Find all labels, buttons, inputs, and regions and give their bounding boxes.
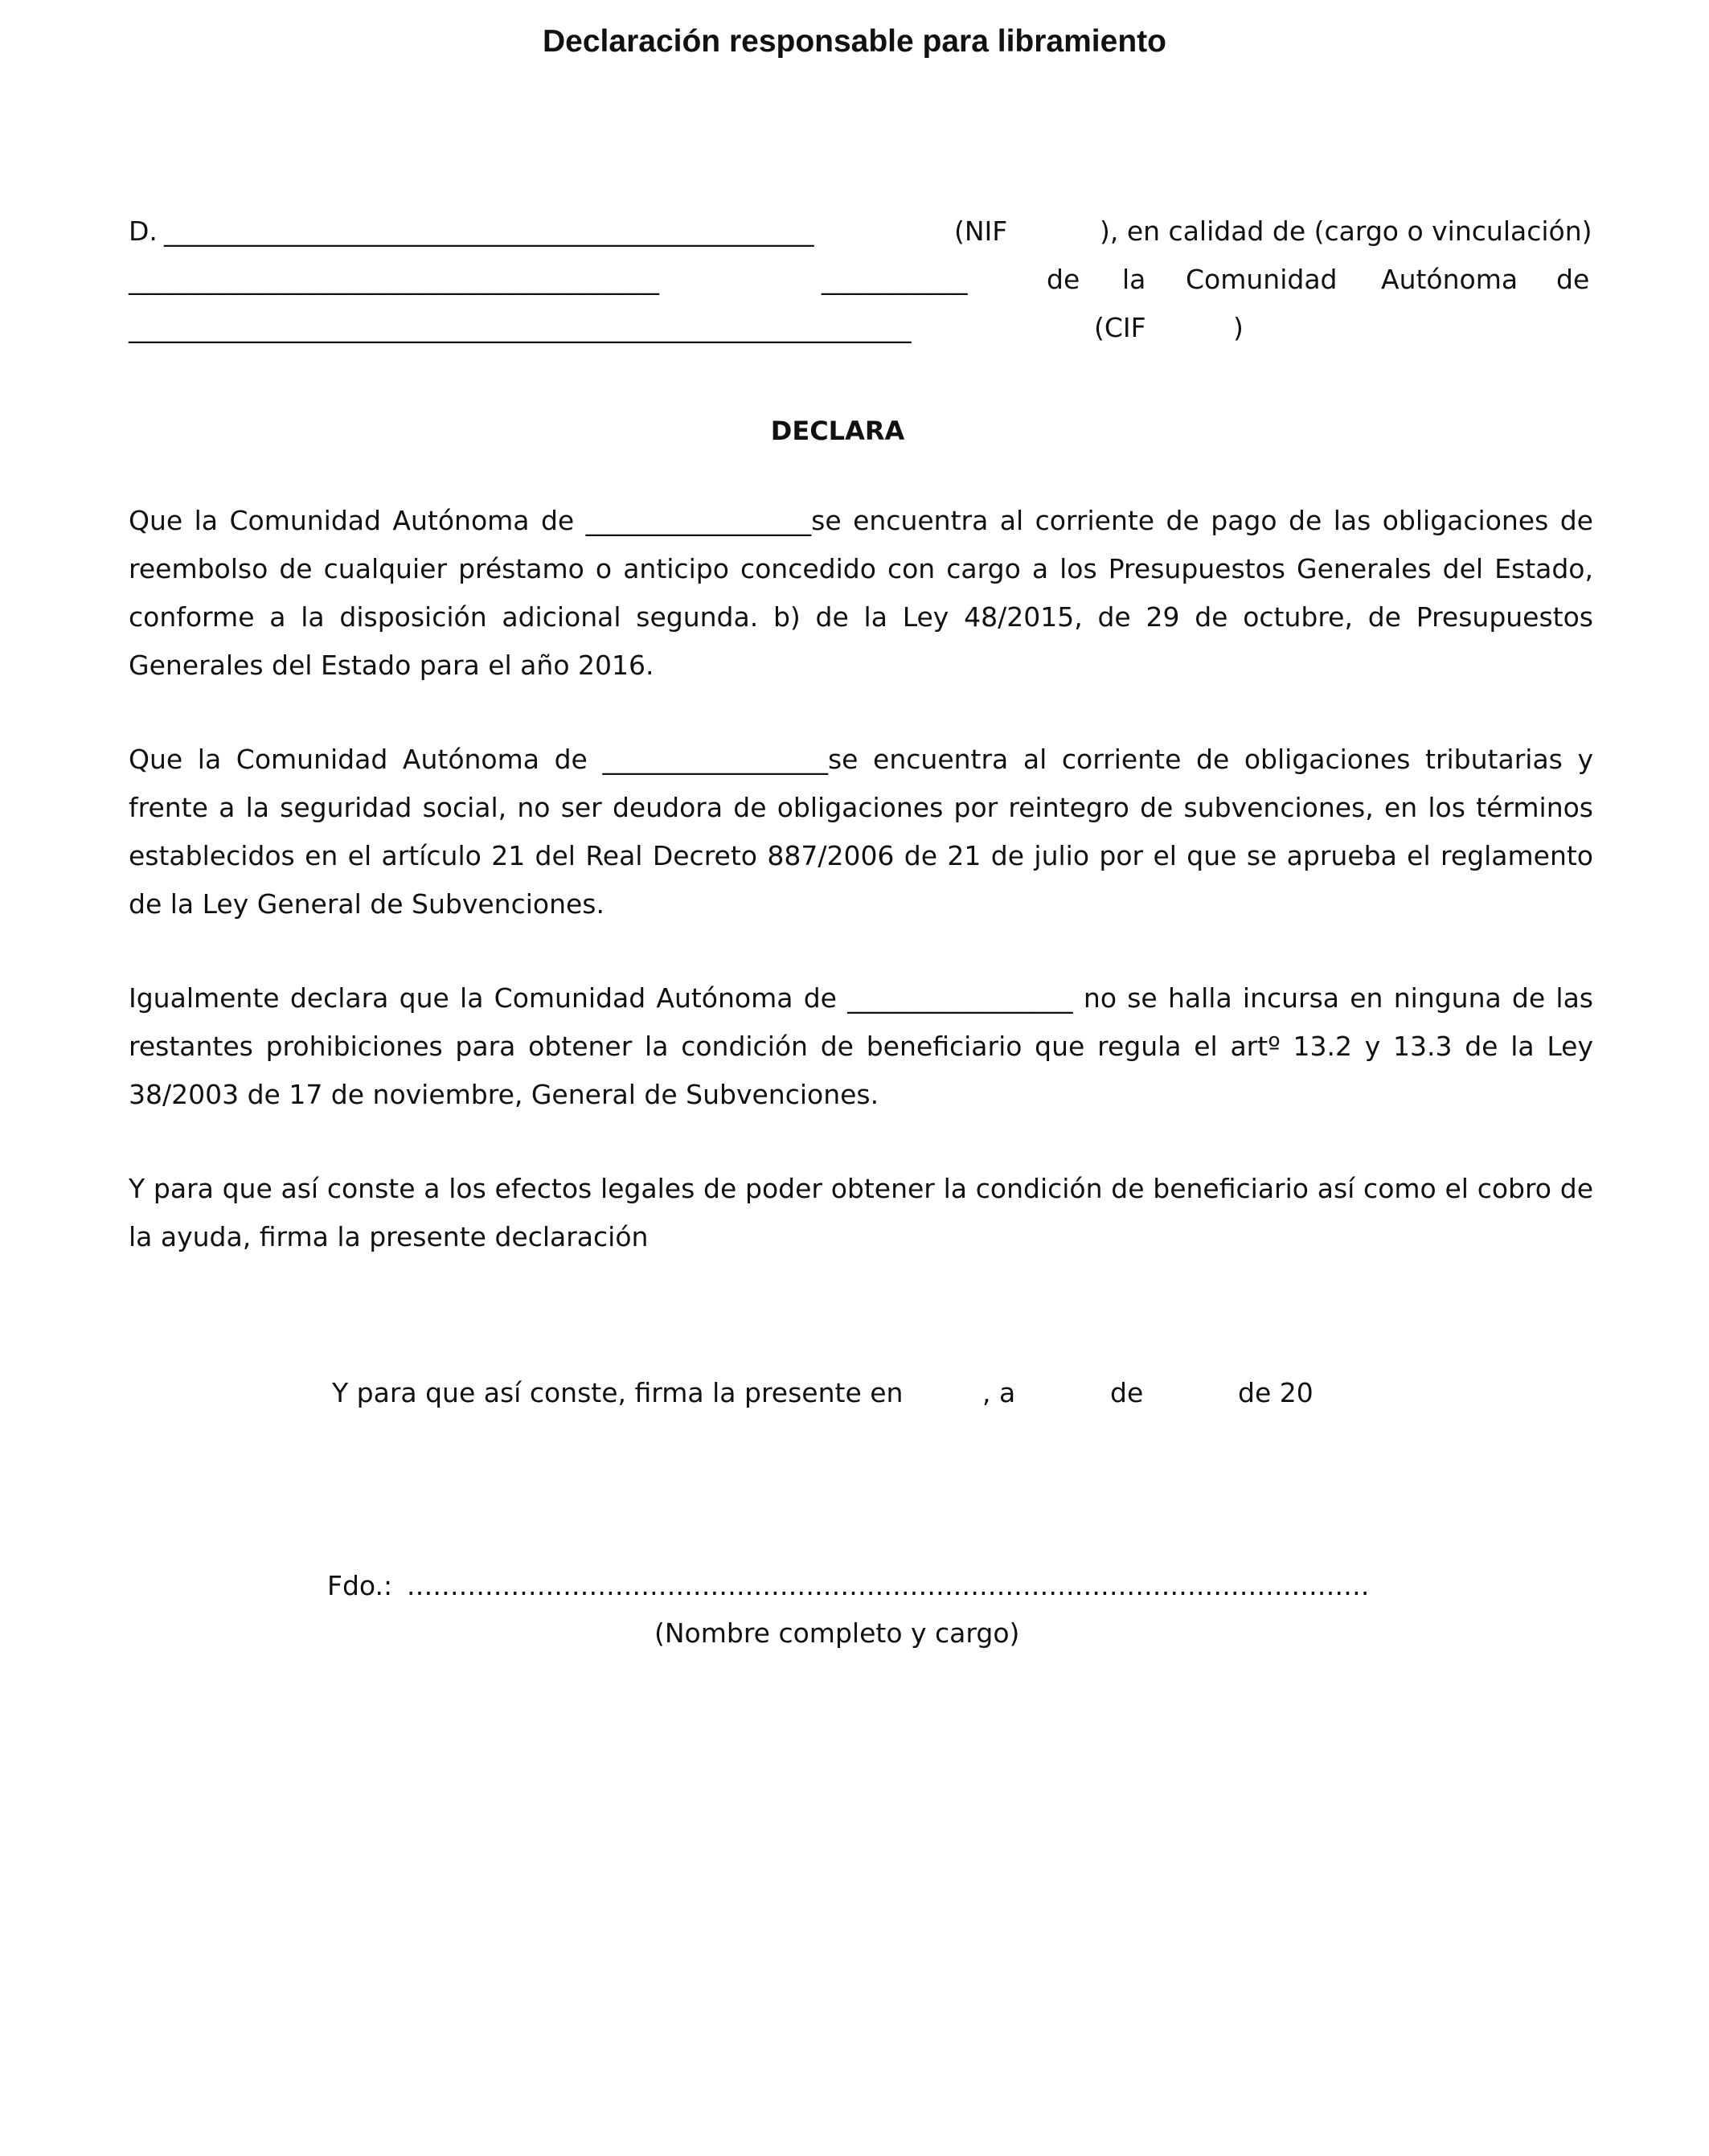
- closing-text: Y para que así conste, firma la presente en: [332, 1377, 904, 1408]
- word-la: la: [1122, 264, 1146, 295]
- word-de: de: [1047, 264, 1080, 295]
- nif-label: (NIF: [954, 215, 1008, 247]
- paragraph-4: Y para que así conste a los efectos legales de poder obtener la condición de beneficiario así como el cobro de la ayuda, firma la presente declaración: [129, 1173, 1593, 1252]
- header-line-2: [129, 256, 1593, 304]
- cif-label: (CIF: [1094, 312, 1146, 343]
- paragraph-1: Que la Comunidad Autónoma de _________________se encuentra al corriente de pago de las obligaciones de reembolso de cualquier préstamo o anticipo concedido con cargo a los Presupuestos Generales del Estado, conforme a la disposición adicional segunda. b) de la Ley 48/2015, de 29 de octubre, de Presupuestos Generales del Estado para el año 2016.: [129, 505, 1593, 681]
- region-blank: ___________________________________________________________: [129, 312, 912, 343]
- closing-de-20: de 20: [1238, 1377, 1314, 1408]
- signature-caption: (Nombre completo y cargo): [654, 1617, 1020, 1649]
- word-autonoma: Autónoma: [1381, 264, 1518, 295]
- nif-close-role: ), en calidad de (cargo o vinculación): [1100, 215, 1592, 247]
- paragraph-2: Que la Comunidad Autónoma de _________________se encuentra al corriente de obligaciones tributarias y frente a la seguridad social, no ser deudora de obligaciones por reintegro de subvenciones, en los términos establecidos en el artículo 21 del Real Decreto 887/2006 de 21 de julio por el que se aprueba el reglamento de la Ley General de Subvenciones.: [129, 744, 1593, 920]
- header-line-1: [129, 207, 1593, 256]
- word-de-2: de: [1556, 264, 1590, 295]
- prefix-d: D.: [129, 215, 158, 247]
- closing-comma-a: , a: [982, 1377, 1016, 1408]
- role-blank-short: ___________: [822, 264, 968, 295]
- word-comunidad: Comunidad: [1186, 264, 1338, 295]
- role-blank: ________________________________________: [129, 264, 659, 295]
- signature-dots: ...............................................................................................................: [407, 1570, 1370, 1601]
- signature-label: Fdo.:: [327, 1570, 393, 1601]
- cif-close: ): [1233, 312, 1244, 343]
- document-title: Declaración responsable para libramiento: [543, 24, 1166, 59]
- name-blank: _________________________________________________: [164, 215, 814, 247]
- declara-heading: DECLARA: [770, 416, 905, 446]
- header-line-3: [129, 304, 1593, 352]
- closing-de: de: [1110, 1377, 1144, 1408]
- paragraph-3: Igualmente declara que la Comunidad Autónoma de _________________ no se halla incursa en ninguna de las restantes prohibiciones para obtener la condición de beneficiario que regula el artº 13.2 y 13.3 de la Ley 38/2003 de 17 de noviembre, General de Subvenciones.: [129, 982, 1593, 1110]
